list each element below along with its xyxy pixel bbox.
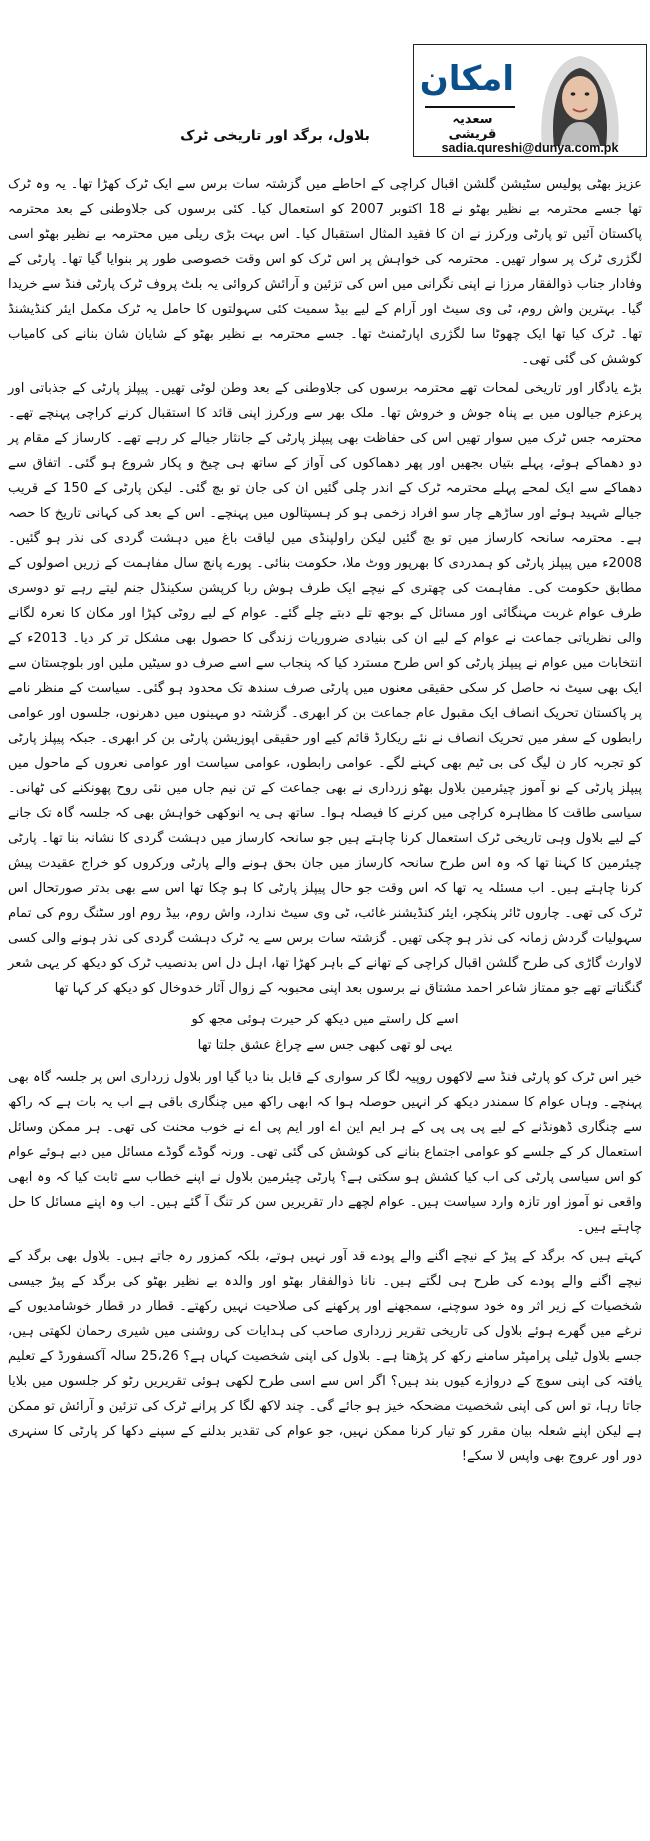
author-email[interactable]: sadia.qureshi@dunya.com.pk [441,141,619,155]
paragraph: خیر اس ٹرک کو پارٹی فنڈ سے لاکھوں روپیہ لگا کر سواری کے قابل بنا دیا گیا اور بلاول زرداری اس پر جلسہ گاہ بھی پہنچے۔ وہاں عوام کا سمندر دیکھ کر انہیں حوصلہ ہوا کہ ابھی راکھ میں چنگاری باقی ہے اب یہ بات ہے کہ راکھ سے چنگاری ڈھونڈنے کے لیے پی پی پی کے ہر ایم این اے اور ایم پی اے نے خوب محنت کی تھی۔ ہر ممکن وسائل استعمال کر کے جلسے کو عوامی اجتماع بنانے کی کوشش کی گئی تھی۔ ورنہ گوڈے گوڈے مسائل میں دبے ہوئے عوام کو اس سیاسی پارٹی کی اب کیا کشش ہو سکتی ہے؟ پارٹی چیئرمین بلاول نے اپنے خطاب سے ثابت کیا کہ وہ ابھی واقعی نو آموز اور تازہ وارد سیاست ہیں۔ عوام لچھے دار تقریریں سن کر تنگ آ گئے ہیں۔ اب وہ اپنے مسائل کا حل چاہتے ہیں۔ [8,1070,643,1235]
poem-couplet [8,1007,642,1059]
author-name: سعدیہ قریشی [448,112,497,142]
paragraph: بڑے یادگار اور تاریخی لمحات تھے محترمہ برسوں کی جلاوطنی کے بعد وطن لوٹی تھیں۔ پیپلز پارٹی کے جذباتی اور پرعزم جیالوں میں بے پناہ جوش و خروش تھا۔ ملک بھر سے ورکرز اپنی قائد کا استقبال کرنے کراچی پہنچے تھے۔ محترمہ جس ٹرک میں سوار تھیں اس کی حفاظت بھی پیپلز پارٹی کے جانثار جیالے کر رہے تھے۔ کارساز کے مقام پر دو دھماکے ہوئے، پہلے بتیاں بجھیں اور پھر دھماکوں کی آواز کے ساتھ ہی چیخ و پکار شروع ہو گئی۔ اتفاق سے دھماکے سے ایک لمحے پہلے محترمہ ٹرک کے اندر چلی گئیں ان کی جان تو بچ گئی۔ لیکن پارٹی کے 150 کے قریب جیالے شہید ہوئے اور ساڑھے چار سو افراد زخمی ہو کر ہسپتالوں میں پہنچے۔ اس کے بعد کی کہانی تاریخ کا حصہ ہے۔ محترمہ سانحہ کارساز میں تو بچ گئیں لیکن راولپنڈی میں لیاقت باغ میں دہشت گردی کی نذر ہو گئیں۔ 2008ء میں پیپلز پارٹی کو ہمدردی کا بھرپور ووٹ ملا، حکومت بنائی۔ پورے پانچ سال مفاہمت کے زریں اصولوں کے مطابق حکومت کی۔ مفاہمت کی چھتری کے نیچے ایک طرف ہوش ربا کرپشن سکینڈل جنم لیتے رہے تو دوسری طرف عوام غربت مہنگائی اور مسائل کے بوجھ تلے دبتے چلے گئے۔ عوام کے لیے روٹی کپڑا اور مکان کا نعرہ لگانے والی نظریاتی جماعت نے عوام کے لیے ان کی بنیادی ضروریات زندگی کا حصول بھی مشکل تر کر دیا۔ 2013ء کے انتخابات میں عوام نے پیپلز پارٹی کو اس طرح مسترد کیا کہ پنجاب سے اسے صرف دو سیٹیں ملیں اور بلوچستان سے ایک بھی سیٹ نہ حاصل کر سکی حقیقی معنوں میں پارٹی صرف سندھ تک محدود ہو گئی۔ سیاست کے منظر نامے پر پاکستان تحریک انصاف ایک مقبول عام جماعت بن کر ابھری۔ گزشتہ دو مہینوں میں دھرنوں، جلسوں اور عوامی رابطوں کے سفر میں تحریک انصاف نے نئے ریکارڈ قائم کیے اور حقیقی اپوزیشن پارٹی بن کر ابھری۔ جبکہ پیپلز پارٹی کو تجربہ کار ن لیگ کی بی ٹیم بھی کہنے لگے۔ عوامی رابطوں، عوامی سیاست اور عوامی نعروں کے ماحول میں پیپلز پارٹی کے نو آموز چیئرمین بلاول بھٹو زرداری نے بھی جماعت کے تن نیم جاں میں نئی روح پھونکنے کی ٹھانی۔ سیاسی طاقت کا مظاہرہ کراچی میں کرنے کا فیصلہ ہوا۔ ساتھ ہی یہ انوکھی خواہش بھی کہ جلسہ گاہ تک جانے کے لیے بلاول وہی تاریخی ٹرک استعمال کرنا چاہتے ہیں جو سانحہ کارساز میں دہشت گردی کا نشانہ بنا تھا۔ پارٹی چیئرمین کا کہنا تھا کہ وہ اس طرح سانحہ کارساز میں جان بحق ہونے والے پارٹی ورکروں کو خراج عقیدت پیش کرنا چاہتے ہیں۔ اب مسئلہ یہ تھا کہ اس وقت جو حال پیپلز پارٹی کا ہو چکا تھا اس سے بھی بدتر صورتحال اس ٹرک کی تھی۔ چاروں ٹائر پنکچر، ایئر کنڈیشنر غائب، ٹی وی سیٹ ندارد، واش روم، بیڈ روم اور سٹنگ روم کی تمام سہولیات گردش زمانہ کی نذر ہو چکی تھیں۔ گزشتہ سات برس سے یہ ٹرک دہشت گردی کی نذر ہونے والی کسی لاوارث گاڑی کی طرح گلشن اقبال کراچی کے تھانے کے باہر کھڑا تھا، اہل دل اس بدنصیب ٹرک کو دیکھ کر یہی شعر گنگناتے تھے جو ممتاز شاعر احمد مشتاق نے برسوں بعد اپنی محبوبہ کے زوال آثار خدوخال کو دیکھ کر کہا تھا [8,381,643,996]
article-title: بلاول، برگد اور تاریخی ٹرک [180,128,370,144]
paragraph: عزیز بھٹی پولیس سٹیشن گلشن اقبال کراچی کے احاطے میں گزشتہ سات برس سے ایک ٹرک کھڑا تھا۔ یہ وہ ٹرک تھا جسے محترمہ بے نظیر بھٹو نے 18 اکتوبر 2007 کو استعمال کیا۔ کئی برسوں کی جلاوطنی کے بعد محترمہ پاکستان آئیں تو پارٹی ورکرز نے ان کا فقید المثال استقبال کیا۔ اس بہت بڑی ریلی میں محترمہ بے نظیر بھٹو اسی لگژری ٹرک پر سوار تھیں۔ محترمہ کی خواہش پر اس ٹرک کو اس وقت خصوصی طور پر بنوایا گیا تھا۔ پارٹی کے وفادار جناب ذوالفقار مرزا نے اپنی نگرانی میں اس کی تزئین و آرائش کروائی یہ بلٹ پروف ٹرک پارٹی فنڈ سے خریدا گیا۔ بہترین واش روم، ٹی وی سیٹ اور آرام کے لیے بیڈ سمیت کئی سہولتوں کا حامل یہ ٹرک مکمل ایئر کنڈیشنڈ تھا۔ ٹرک کیا تھا ایک چھوٹا سا لگژری اپارٹمنٹ تھا۔ جسے محترمہ بے نظیر بھٹو کے شایان شان بنانے کی کامیاب کوشش کی گئی تھی۔ [8,177,642,367]
column-header [0,0,650,155]
article-body [8,172,642,1473]
column-brand: امکان [419,59,514,99]
poem-line: اسے کل راستے میں دیکھ کر حیرت ہوئی مجھ کو [191,1012,459,1027]
brand-divider [425,106,515,108]
poem-line: یہی لو تھی کبھی جس سے چراغ عشق جلتا تھا [197,1038,453,1053]
paragraph: کہتے ہیں کہ برگد کے پیڑ کے نیچے اگنے والے پودے قد آور نہیں ہوتے، بلکہ کمزور رہ جاتے ہیں۔ بلاول بھی برگد کے نیچے اگنے والے پودے کی طرح ہی لگتے ہیں۔ نانا ذوالفقار بھٹو اور والدہ بے نظیر بھٹو کی برگد کے پیڑ جیسی شخصیات کے زیر اثر وہ خود سوچنے، سمجھنے اور پرکھنے کی صلاحیت نہیں رکھتے۔ قطار در قطار خوشامدیوں کے نرغے میں گھرے ہوئے بلاول کی تاریخی تقریر زرداری صاحب کی ہدایات کی روشنی میں شیری رحمان لکھتی ہیں، جسے بلاول ٹیلی پرامپٹر سامنے رکھ کر پڑھتا ہے۔ بلاول کی اپنی شخصیت کہاں ہے؟ 25،26 سالہ آکسفورڈ کے تعلیم یافتہ کی اپنی سوچ کے دروازے کیوں بند ہیں؟ اگر اس سے اسی طرح لکھی ہوئی تقریریں رٹو کر جلسوں میں بلایا جاتا رہا، تو اس کی اپنی شخصیت مضحکہ خیز ہو جائے گی۔ چند لاکھ لگا کر پرانے ٹرک کی تزئین و آرائش تو ممکن ہے لیکن اپنے شعلہ بیان مقرر کو تیار کرنا ممکن نہیں، جو عوام کی تقدیر بدلنے کے سپنے دکھا کر پارٹی کا سنہری دور اور عروج بھی واپس لا سکے! [8,1249,642,1464]
author-photo [520,46,638,146]
